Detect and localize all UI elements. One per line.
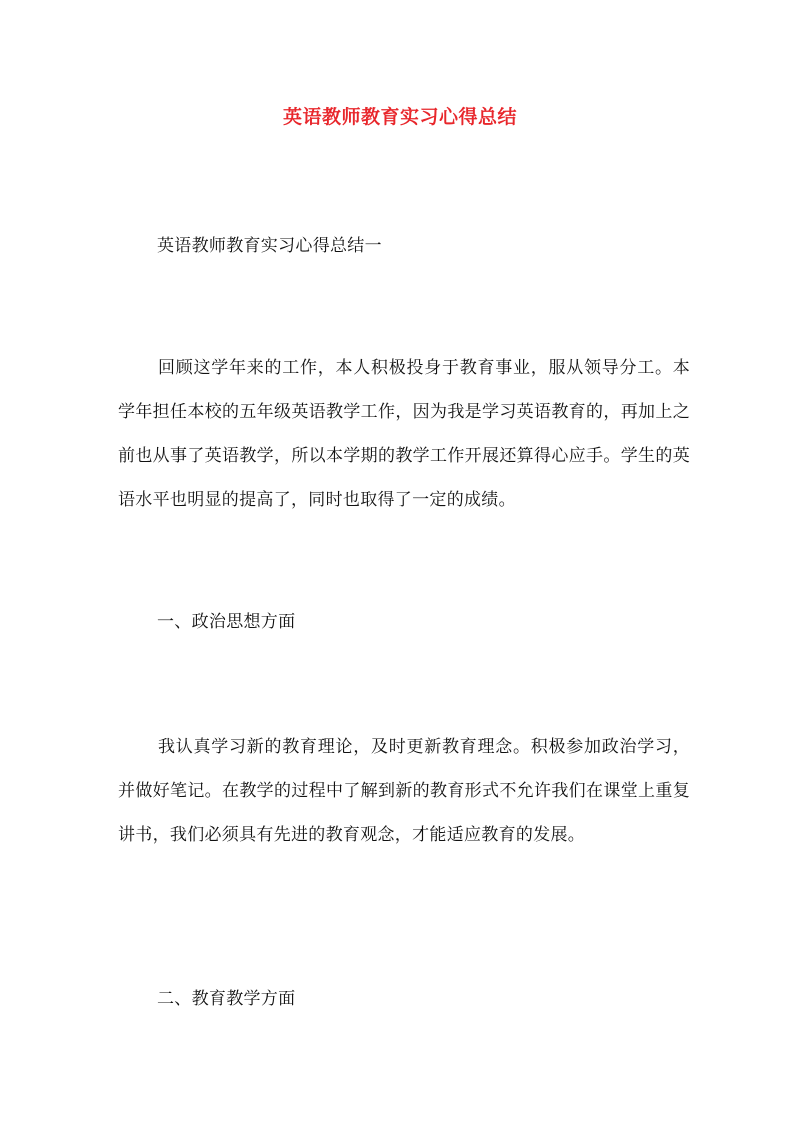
- heading-teaching: 二、教育教学方面: [157, 989, 296, 1009]
- political-thought-paragraph: 我认真学习新的教育理论，及时更新教育理念。积极参加政治学习，并做好笔记。在教学的过程中了解到新的教育形式不允许我们在课堂上重复讲书，我们必须具有先进的教育观念，才能适应教育的发展。: [118, 737, 690, 845]
- intro-paragraph: 回顾这学年来的工作，本人积极投身于教育事业，服从领导分工。本学年担任本校的五年级英语教学工作，因为我是学习英语教育的，再加上之前也从事了英语教学，所以本学期的教学工作开展还算得心应手。学生的英语水平也明显的提高了，同时也取得了一定的成绩。: [118, 358, 690, 510]
- document-title: 英语教师教育实习心得总结: [282, 106, 517, 128]
- section-title: 英语教师教育实习心得总结一: [157, 236, 382, 256]
- heading-political-thought: 一、政治思想方面: [157, 612, 296, 632]
